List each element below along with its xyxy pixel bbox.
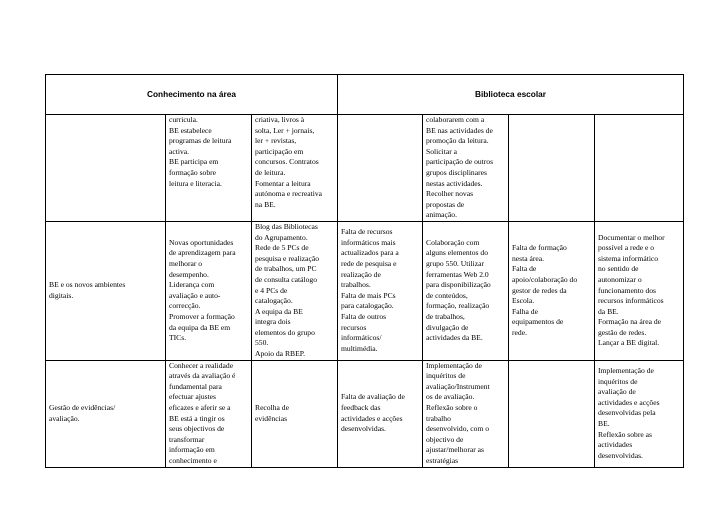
table-cell: Documentar o melhor possível a rede e o sistema informático no sentido de autonomizar o funcionamento dos recursos informáticos da BE. Formação na área de gestão de redes. Lançar a BE digital. [595, 221, 684, 360]
swot-table [45, 74, 684, 468]
table-cell [509, 360, 595, 467]
table-cell: Implementação de inquéritos de avaliação de actividades e acções desenvolvidas pela BE. Reflexão sobre as actividades desenvolvidas. [595, 360, 684, 467]
area-cell: BE e os novos ambientes digitais. [46, 221, 166, 360]
table-cell: colaborarem com a BE nas actividades de promoção da leitura. Solicitar a participação de outros grupos disciplinares nestas actividades. Recolher novas propostas de animação. [423, 115, 509, 222]
table-cell: Recolha de evidências [252, 360, 338, 467]
table-row [46, 360, 684, 467]
table-cell [509, 115, 595, 222]
table-cell: Falta de recursos informáticos mais actualizados para a rede de pesquisa e realização de trabalhos. Falta de mais PCs para catalogação. Falta de outros recursos informáticos/ multimédia. [338, 221, 423, 360]
table-cell: criativa, livros à solta, Ler + jornais, ler + revistas, participação em concursos. Contratos de leitura. Fomentar a leitura autónoma e recreativa na BE. [252, 115, 338, 222]
area-cell: Gestão de evidências/ avaliação. [46, 360, 166, 467]
table-cell [595, 115, 684, 222]
area-cell [46, 115, 166, 222]
table-cell [338, 115, 423, 222]
table-cell: Novas oportunidades de aprendizagem para melhorar o desempenho. Liderança com avaliação e auto- correcção. Promover a formação da equipa da BE em TICs. [166, 221, 252, 360]
table-cell: Falta de formação nesta área. Falta de apoio/colaboração do gestor de redes da Escola. Falha de equipamentos de rede. [509, 221, 595, 360]
table-row [46, 115, 684, 222]
table-cell: Colaboração com alguns elementos do grupo 550. Utilizar ferramentas Web 2.0 para disponibilização de conteúdos, formação, realização de trabalhos, divulgação de actividades da BE. [423, 221, 509, 360]
table-cell: Falta de avaliação de feedback das actividades e acções desenvolvidas. [338, 360, 423, 467]
table-row [46, 221, 684, 360]
header-row [46, 75, 684, 115]
table-cell: Conhecer a realidade através da avaliação é fundamental para efectuar ajustes eficazes e aferir se a BE está a tingir os seus objectivos de transformar informação em conhecimento e [166, 360, 252, 467]
table-cell: Implementação de inquéritos de avaliação/Instrument os de avaliação. Reflexão sobre o trabalho desenvolvido, com o objectivo de ajustar/melhorar as estratégias [423, 360, 509, 467]
table-cell: curricula. BE estabelece programas de leitura activa. BE participa em formação sobre leitura e literacia. [166, 115, 252, 222]
header-knowledge-area: Conhecimento na área [46, 75, 338, 115]
header-school-library: Biblioteca escolar [338, 75, 684, 115]
table-cell: Blog das Bibliotecas do Agrupamento. Rede de 5 PCs de pesquisa e realização de trabalhos, um PC de consulta catálogo e 4 PCs de catalogação. A equipa da BE integra dois elementos do grupo 550. Apoio da RBEP. [252, 221, 338, 360]
